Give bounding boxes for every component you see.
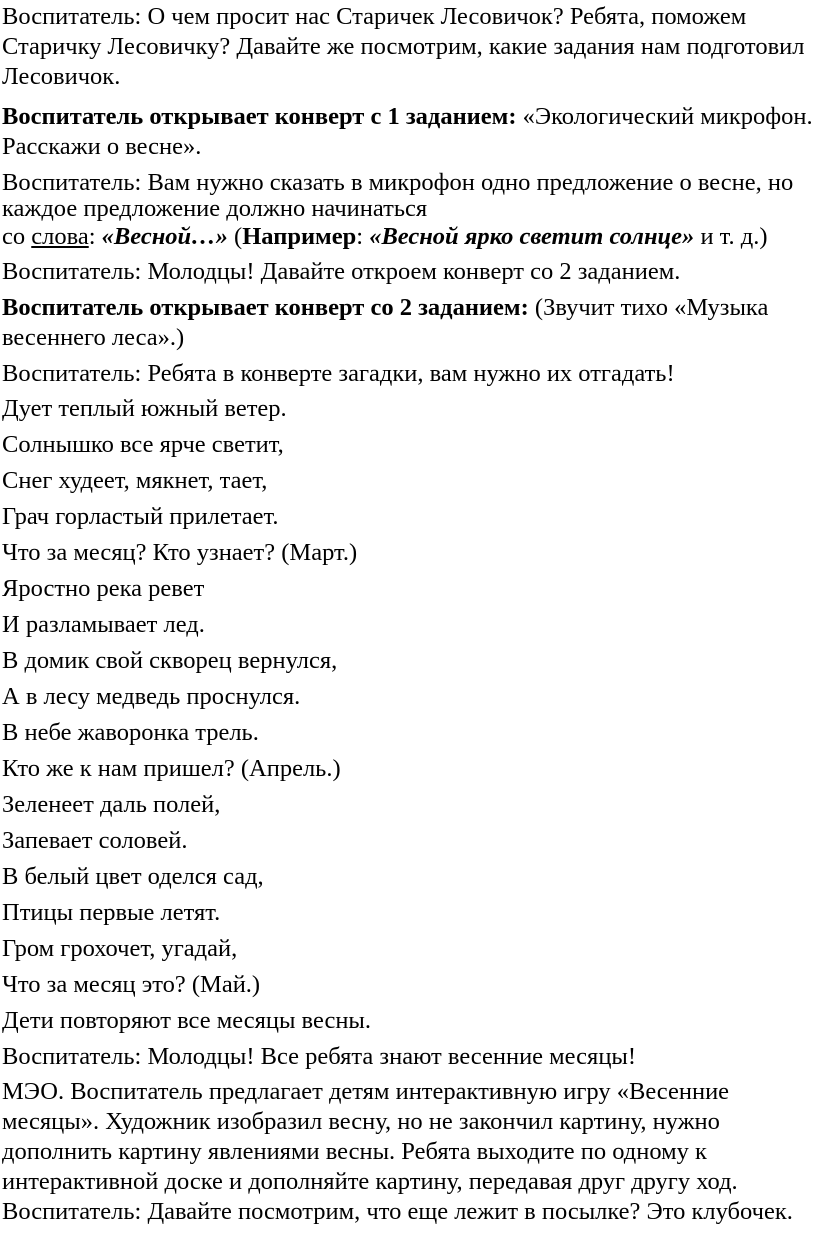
riddle-line: А в лесу медведь проснулся.: [2, 683, 301, 710]
paragraph-interactive-game: [2, 1077, 814, 1197]
riddle-line: Запевает соловей.: [2, 827, 188, 854]
riddle-line: Гром грохочет, угадай,: [2, 935, 238, 962]
riddle-line: Солнышко все ярче светит,: [2, 431, 284, 458]
paragraph-intro: [2, 2, 814, 92]
text-line: [2, 222, 814, 252]
paragraph-envelope-2: [2, 293, 814, 353]
riddle-line: Грач горластый прилетает.: [2, 503, 279, 530]
text-line: Воспитатель: Давайте посмотрим, что еще лежит в посылке? Это клубочек.: [2, 1198, 793, 1225]
text-line: Воспитатель: Ребята в конверте загадки, вам нужно их отгадать!: [2, 360, 675, 387]
text-line: Старичку Лесовичку? Давайте же посмотрим, какие задания нам подготовил: [2, 33, 805, 60]
riddle-line: Что за месяц это? (Май.): [2, 971, 261, 998]
bold-italic-phrase: «Весной ярко светит солнце»: [369, 223, 695, 250]
text-line: дополнить картину явлениями весны. Ребята выходите по одному к: [2, 1138, 707, 1165]
text-line: весеннего леса».): [2, 324, 185, 351]
text-line: Расскажи о весне».: [2, 133, 202, 160]
riddle-line: Птицы первые летят.: [2, 899, 221, 926]
text-span: (: [227, 223, 243, 250]
riddle-line: Дует теплый южный ветер.: [2, 395, 287, 422]
text-line: Воспитатель: О чем просит нас Старичек Лесовичок? Ребята, поможем: [2, 3, 747, 30]
bold-word: Например: [242, 223, 357, 250]
text-line: МЭО. Воспитатель предлагает детям интерактивную игру «Весенние: [2, 1078, 730, 1105]
text-line: Воспитатель: Вам нужно сказать в микрофон одно предложение о весне, но: [2, 169, 794, 196]
paragraph-parcel: [2, 1197, 814, 1227]
paragraph-praise: [2, 1042, 814, 1072]
text-line: месяцы». Художник изобразил весну, но не закончил картину, нужно: [2, 1108, 720, 1135]
text-span: и т. д.): [694, 223, 768, 250]
text-line: [2, 293, 814, 323]
paragraph-microphone-task: [2, 168, 814, 252]
riddle-line: Зеленеет даль полей,: [2, 791, 221, 818]
text-line: [2, 102, 814, 132]
riddle-line: И разламывает лед.: [2, 611, 205, 638]
riddle-line: В белый цвет оделся сад,: [2, 863, 264, 890]
paragraph-children-repeat: [2, 1006, 814, 1036]
text-span: :: [88, 223, 102, 250]
paragraph-riddles-intro: [2, 359, 814, 389]
riddle-line: В небе жаворонка трель.: [2, 719, 259, 746]
bold-heading: Воспитатель открывает конверт со 2 заданием:: [2, 294, 529, 321]
text-line: Лесовичок.: [2, 63, 121, 90]
text-line: интерактивной доске и дополняйте картину, передавая друг другу ход.: [2, 1168, 738, 1195]
bold-heading: Воспитатель открывает конверт с 1 заданием:: [2, 103, 517, 130]
paragraph-envelope-1: [2, 102, 814, 162]
text-span: (Звучит тихо «Музыка: [528, 294, 769, 321]
text-line: Воспитатель: Молодцы! Давайте откроем конверт со 2 заданием.: [2, 258, 681, 285]
text-span: «Экологический микрофон.: [516, 103, 813, 130]
text-line: Воспитатель: Молодцы! Все ребята знают весенние месяцы!: [2, 1043, 637, 1070]
riddle-line: В домик свой скворец вернулся,: [2, 647, 338, 674]
riddle-line: Яростно река ревет: [2, 575, 205, 602]
text-span: со: [2, 223, 32, 250]
text-span: :: [356, 223, 370, 250]
riddle-line: Снег худеет, мякнет, тает,: [2, 467, 268, 494]
text-line: каждое предложение должно начинаться: [2, 195, 428, 222]
paragraph-well-done: [2, 257, 814, 287]
underlined-word: слова: [31, 223, 89, 250]
riddle-line: Кто же к нам пришел? (Апрель.): [2, 755, 341, 782]
bold-italic-phrase: «Весной…»: [101, 223, 228, 250]
text-line: Дети повторяют все месяцы весны.: [2, 1007, 372, 1034]
riddle-line: Что за месяц? Кто узнает? (Март.): [2, 539, 358, 566]
